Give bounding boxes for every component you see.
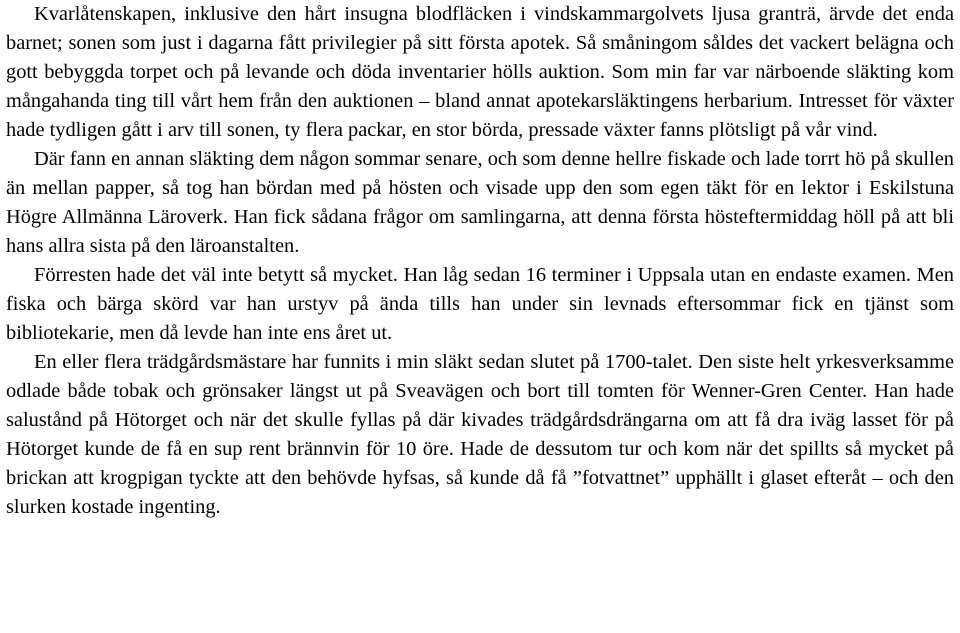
paragraph-uppsala: Förresten hade det väl inte betytt så mycket. Han låg sedan 16 terminer i Uppsala utan en endaste examen. Men fiska och bärga skörd var han urstyv på ända tills han under sin levnads eftersommar fick en tjänst som bibliotekarie, men då levde han inte ens året ut. <box>6 264 954 344</box>
paragraph-gardeners: En eller flera trädgårdsmästare har funnits i min släkt sedan slutet på 1700-talet. Den siste helt yrkesverksamme odlade både tobak och grönsaker längst ut på Sveavägen och bort till tomten för Wenner-Gren Center. Han hade salustånd på Hötorget och när det skulle fyllas på där kivades trädgårdsdrängarna om att få dra iväg lasset för på Hötorget kunde de få en sup rent brännvin för 10 öre. Hade de dessutom tur och kom när det spillts så mycket på brickan att krogpigan tyckte att den behövde hyfsas, så kunde då få ”fotvattnet” upphällt i glaset efteråt – och den slurken kostade ingenting. <box>6 351 954 518</box>
paragraph-herbarium: Där fann en annan släkting dem någon sommar senare, och som denne hellre fiskade och lade torrt hö på skullen än mellan papper, så tog han bördan med på hösten och visade upp den som egen täkt för en lektor i Eskilstuna Högre Allmänna Läroverk. Han fick sådana frågor om samlingarna, att denna första hösteftermiddag höll på att bli hans allra sista på den läroanstalten. <box>6 148 954 257</box>
paragraph-inheritance: Kvarlåtenskapen, inklusive den hårt insugna blodfläcken i vindskammargolvets ljusa granträ, ärvde det enda barnet; sonen som just i dagarna fått privilegier på sitt första apotek. Så småningom såldes det vackert belägna och gott bebyggda torpet och på levande och döda inventarier hölls auktion. Som min far var närboende släkting kom mångahanda ting till vårt hem från den auktionen – bland annat apotekarsläktingens herbarium. Intresset för växter hade tydligen gått i arv till sonen, ty flera packar, en stor börda, pressade växter fanns plötsligt på vår vind. <box>6 3 954 141</box>
